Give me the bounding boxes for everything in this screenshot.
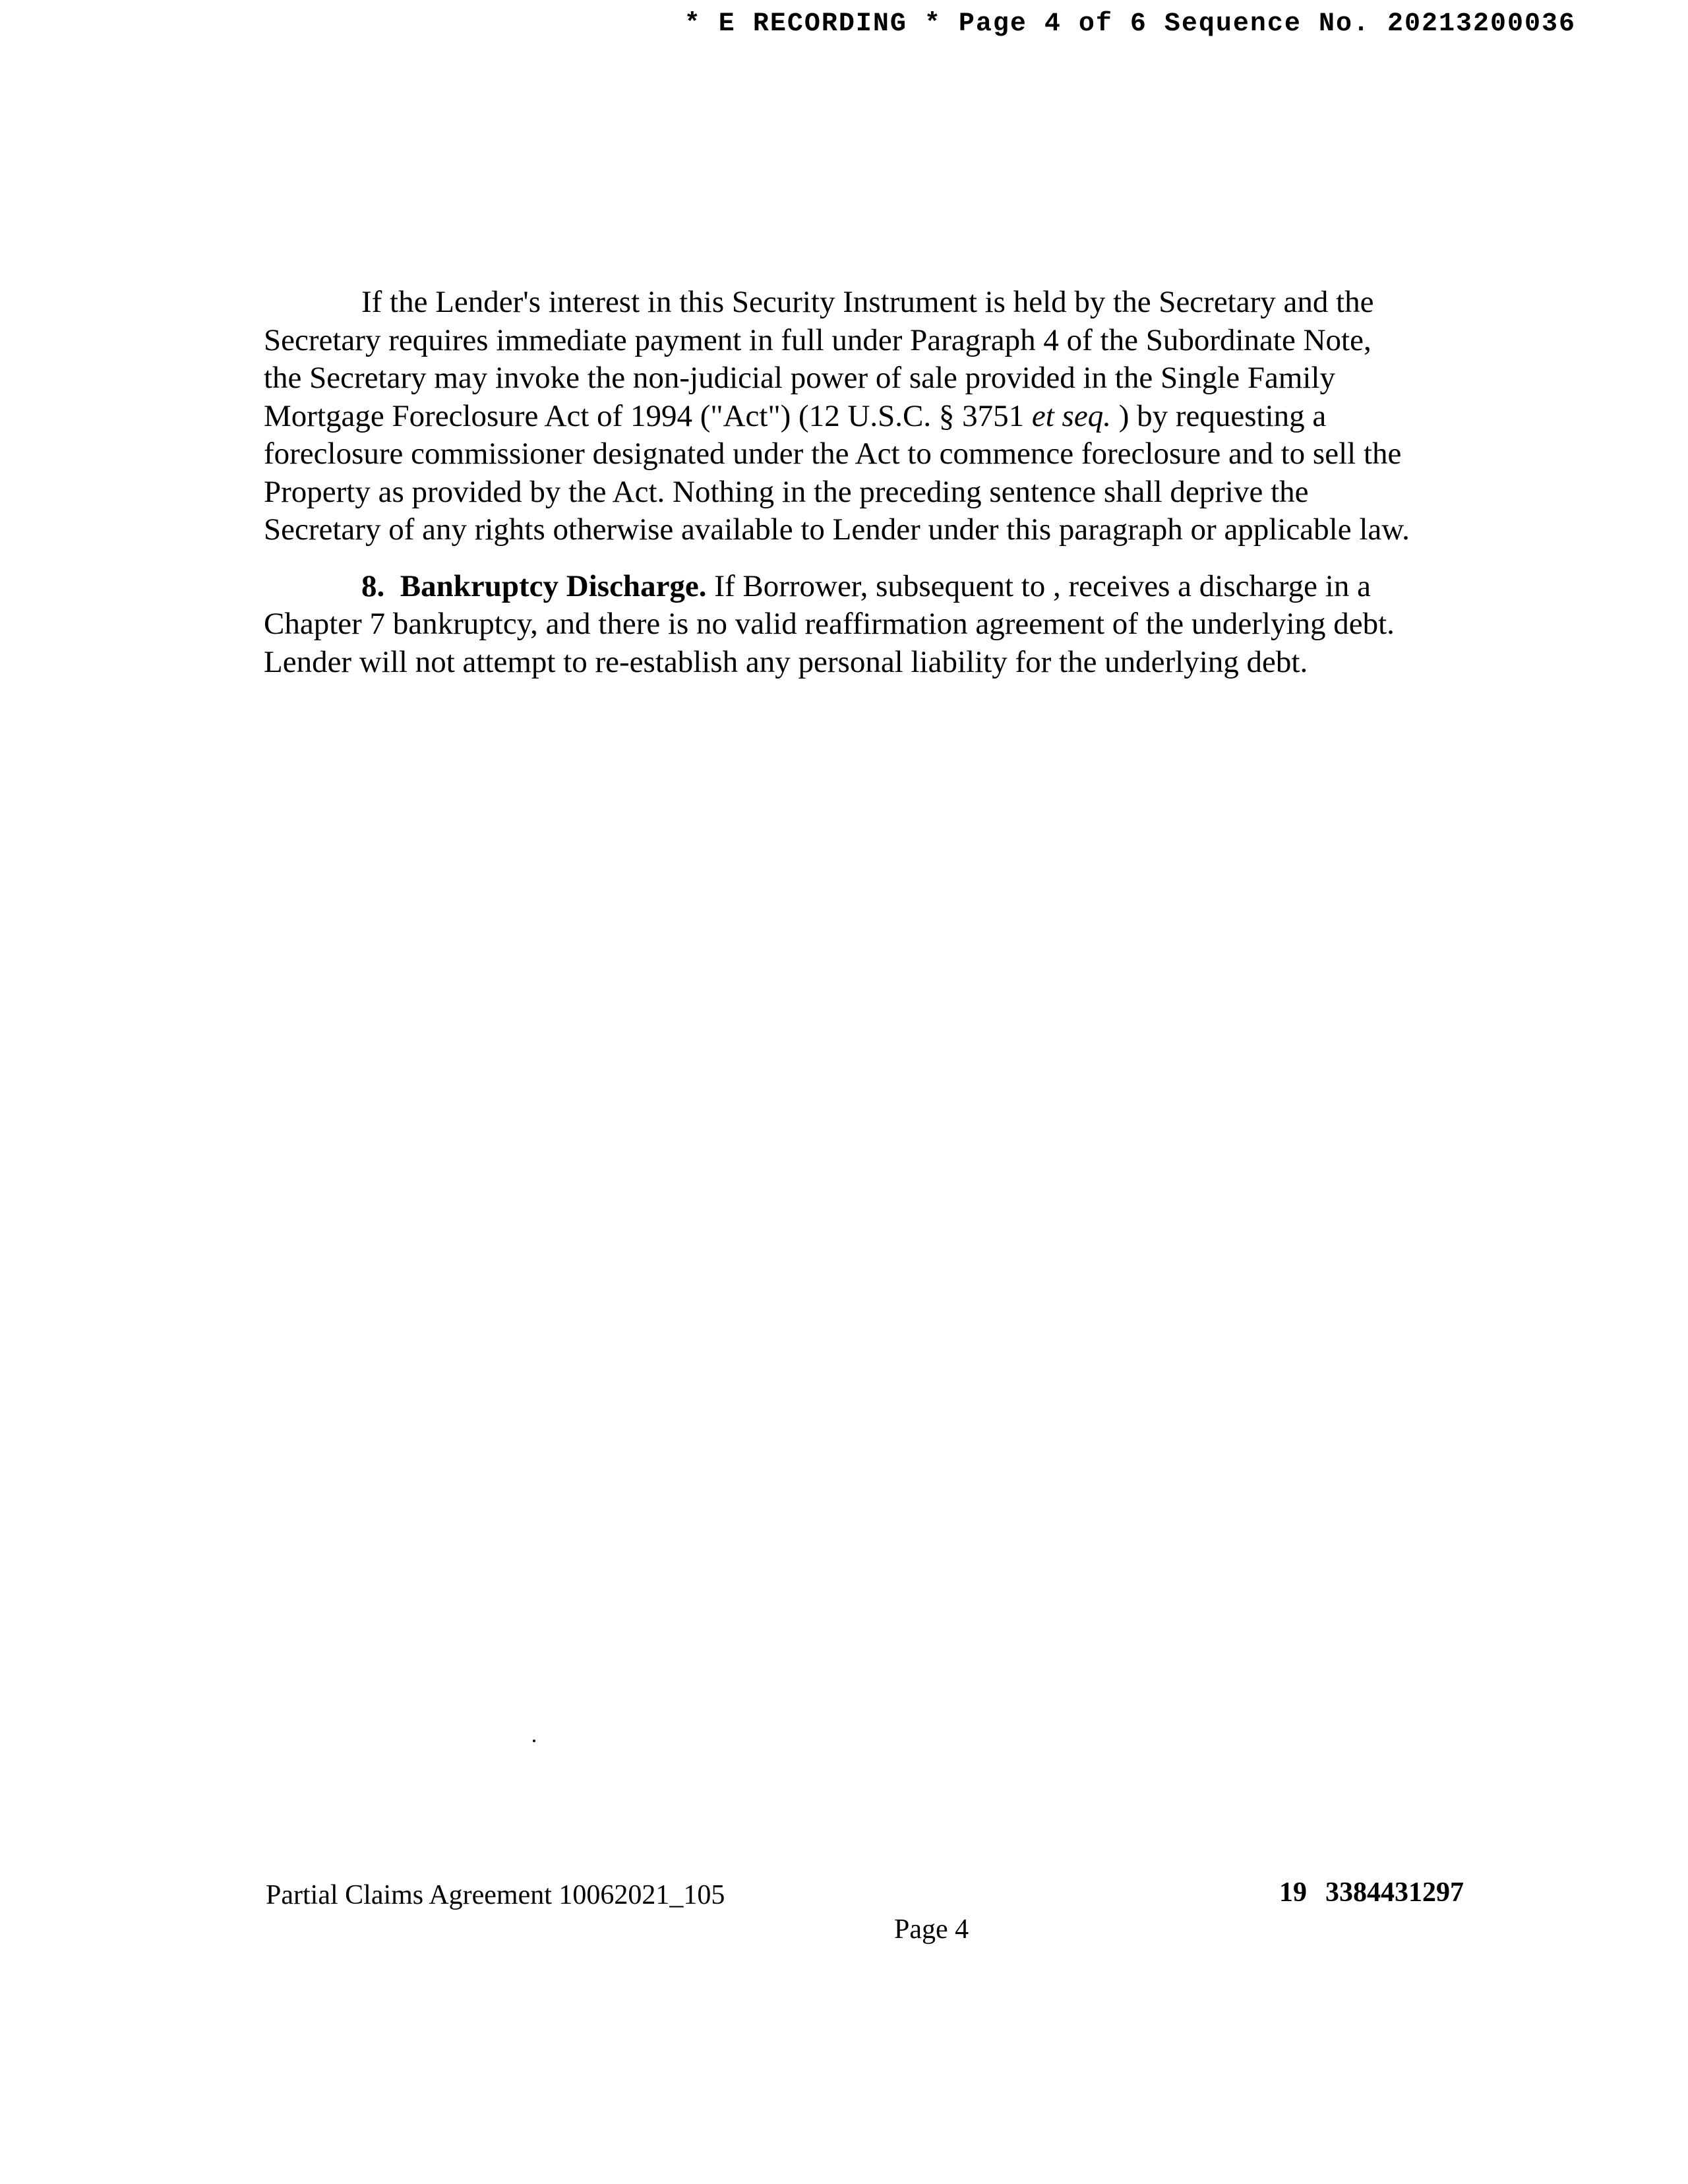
text-line: Lender will not attempt to re-establish any personal liability for the underlying debt. (264, 644, 1308, 679)
section-heading: Bankruptcy Discharge. (400, 568, 707, 603)
italic-text: et seq. (1031, 398, 1111, 433)
paragraph-bankruptcy-discharge (264, 568, 1457, 682)
text-line: Secretary requires immediate payment in full under Paragraph 4 of the Subordinate Note, (264, 322, 1372, 357)
recording-stamp: * E RECORDING * Page 4 of 6 Sequence No. 20213200036 (684, 9, 1576, 39)
text-segment: If Borrower, subsequent to , receives a discharge in a (706, 568, 1371, 603)
footer-code-number: 3384431297 (1325, 1877, 1464, 1908)
document-body (264, 284, 1457, 700)
footer-document-name: Partial Claims Agreement 10062021_105 (266, 1880, 725, 1910)
text-line: Secretary of any rights otherwise available to Lender under this paragraph or applicable law. (264, 512, 1410, 547)
section-number: 8. (361, 568, 385, 603)
footer-page-number: Page 4 (894, 1914, 969, 1945)
text-line: foreclosure commissioner designated under the Act to commence foreclosure and to sell the (264, 437, 1402, 471)
text-line: Chapter 7 bankruptcy, and there is no valid reaffirmation agreement of the underlying debt. (264, 607, 1395, 641)
text-segment: Mortgage Foreclosure Act of 1994 ("Act") (12 U.S.C. § 3751 (264, 398, 1032, 433)
text-line (264, 398, 1457, 436)
text-line: Property as provided by the Act. Nothing in the preceding sentence shall deprive the (264, 474, 1309, 509)
footer-document-code (1279, 1877, 1464, 1908)
paragraph-power-of-sale (264, 284, 1457, 549)
text-line (264, 568, 1457, 606)
text-line: the Secretary may invoke the non-judicial power of sale provided in the Single Family (264, 361, 1335, 395)
text-segment: ) by requesting a (1110, 398, 1327, 433)
scan-speck (533, 1740, 535, 1742)
text-line: If the Lender's interest in this Security Instrument is held by the Secretary and the (361, 285, 1374, 319)
footer-code-prefix: 19 (1279, 1877, 1307, 1908)
